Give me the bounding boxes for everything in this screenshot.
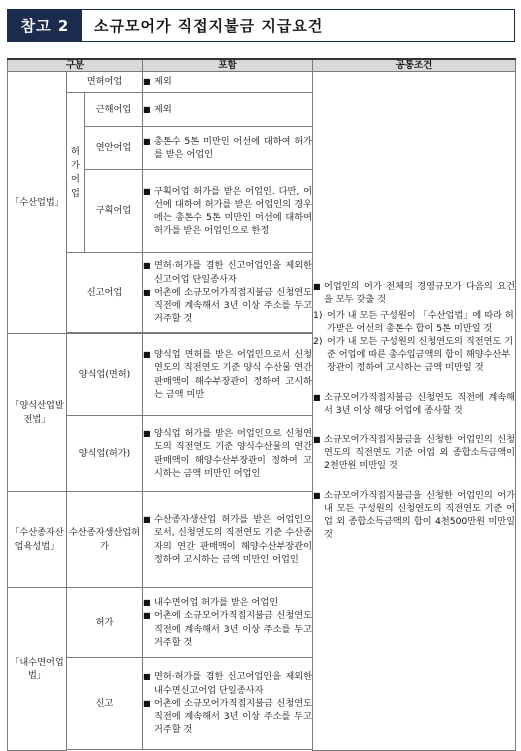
col-header-conditions: 공통조건 <box>313 59 516 72</box>
row-label: 신고어업 <box>67 253 143 333</box>
conditions-cell: ■ 어업인의 어가 전체의 경영규모가 다음의 요건을 모두 갖출 것 1) 어가 내 모든 구성원이 「수산업법」에 따라 허가받은 어선의 총톤수 합이 5톤 미만일 것 2) 어가 내 모든 구성원의 신청연도의 직전연도 기준 어업에 따른 총수입금액의 합이 해양수산부장관이 정하여 고시하는 금액 미만일 것 ■ 소규모어가직접지불금 신청연도 직전에 계속해서 3년 이상 해당 어업에 종사할 것 ■ 소규모어가직접지불금을 신청한 어업인의 신청연도의 직전연도 기준 어업 외 종합소득금액이 2천만원 미만일 것 ■ 소규모어가직접지불금을 신청한 어업인의 어가 내 모든 구성원의 신청연도의 직전연도 기준 어업 외 종합소득금액의 합이 4천500만원 미만일 것 <box>313 72 516 751</box>
col-header-gubun: 구분 <box>8 59 143 72</box>
pohaam-cell: ■ 양식업 면허를 받은 어업인으로서 신청연도의 직전연도 기준 양식 수산물 연간 판매액이 해수부장관이 정하여 고시하는 금액 미만 <box>143 334 313 416</box>
row-label: 양식업(허가) <box>67 416 143 492</box>
row-label: 연안어업 <box>85 127 143 170</box>
law-yangsik: 「양식산업발전법」 <box>8 334 67 492</box>
row-label: 수산종자생산업허가 <box>67 492 143 588</box>
col-header-pohaam: 포함 <box>143 59 313 72</box>
pohaam-cell: ■ 제외 <box>143 93 313 127</box>
law-jongja: 「수산종자산업육성법」 <box>8 492 67 588</box>
requirements-table <box>7 58 516 751</box>
row-label: 근해어업 <box>85 93 143 127</box>
row-label: 면허어업 <box>67 72 143 93</box>
pohaam-cell: ■ 양식업 허가를 받은 어업인으로 신청연도의 직전연도 기준 양식수산물의 연간 판매액이 해양수산부장관이 정하여 고시하는 금액 미만인 어업인 <box>143 416 313 492</box>
table-header-row <box>8 59 516 72</box>
law-susan: 「수산업법」 <box>8 72 67 334</box>
pohaam-cell: ■ 면허·허가를 겸한 신고어업인을 제외한 내수면신고어업 단일종사자 ■ 어촌에 소규모어가직접지불금 신청연도 직전에 계속해서 3년 이상 주소를 두고 거주할 것 <box>143 658 313 750</box>
row-label: 양식업(면허) <box>67 334 143 416</box>
header-tag: 참고 2 <box>8 10 82 41</box>
row-label: 신고 <box>67 658 143 750</box>
row-label: 허가 <box>67 588 143 658</box>
law-naesumyeon: 「내수면어업법」 <box>8 588 67 751</box>
pohaam-cell: ■ 총톤수 5톤 미만인 어선에 대하여 허가를 받은 어업인 <box>143 127 313 170</box>
pohaam-cell: ■ 수산종자생산업 허가를 받은 어업인으로서, 신청연도의 직전연도 기준 수산종자의 연간 판매액이 해양수산부장관이 정하여 고시하는 금액 미만인 어업인 <box>143 492 313 588</box>
table-row <box>8 72 516 93</box>
page-header <box>7 9 515 42</box>
row-label: 구획어업 <box>85 170 143 253</box>
pohaam-cell: ■ 제외 <box>143 72 313 93</box>
pohaam-cell: ■ 구획어업 허가를 받은 어업인. 다만, 어선에 대하여 허가를 받은 어업인의 경우에는 총톤수 5톤 미만인 어선에 대하여 허가를 받은 어업인으로 한정 <box>143 170 313 253</box>
heoga-label: 허가어업 <box>67 93 85 253</box>
pohaam-cell: ■ 면허·허가를 겸한 신고어업인을 제외한 신고어업 단일종사자 ■ 어촌에 소규모어가직접지불금 신청연도 직전에 계속해서 3년 이상 주소를 두고 거주할 것 <box>143 253 313 333</box>
page-title: 소규모어가 직접지불금 지급요건 <box>94 17 324 35</box>
pohaam-cell: ■ 내수면어업 허가를 받은 어업인 ■ 어촌에 소규모어가직접지불금 신청연도 직전에 계속해서 3년 이상 주소를 두고 거주할 것 <box>143 588 313 658</box>
